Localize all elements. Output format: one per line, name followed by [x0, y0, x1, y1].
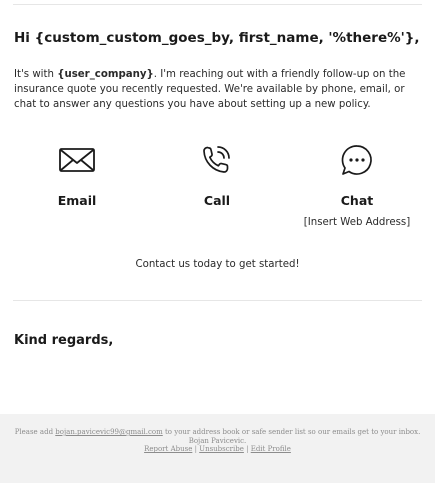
- top-divider: [13, 4, 422, 5]
- chat-web-address: [Insert Web Address]: [303, 217, 411, 228]
- call-label[interactable]: Call: [203, 193, 231, 208]
- intro-paragraph: [14, 67, 424, 112]
- phone-icon[interactable]: [157, 143, 277, 177]
- intro-text-start: It's with: [14, 69, 58, 80]
- link-separator: |: [192, 445, 200, 453]
- email-label[interactable]: Email: [57, 193, 97, 208]
- company-placeholder: {user_company}: [57, 69, 154, 80]
- footer-suffix: to your address book or safe sender list so our emails get to your inbox. Bojan Pavicevic.: [162, 428, 421, 445]
- unsubscribe-link[interactable]: Unsubscribe: [199, 445, 244, 453]
- signoff: Kind regards,: [14, 333, 114, 348]
- sender-email-link[interactable]: bojan.pavicevic99@gmail.com: [55, 428, 163, 436]
- footer-links: [8, 445, 427, 454]
- report-abuse-link[interactable]: Report Abuse: [144, 445, 193, 453]
- footer: [0, 414, 435, 483]
- envelope-icon[interactable]: [17, 143, 137, 177]
- call-to-action: Contact us today to get started!: [135, 259, 300, 270]
- edit-profile-link[interactable]: Edit Profile: [250, 445, 291, 453]
- greeting-heading: Hi {custom_custom_goes_by, first_name, '%there%'},: [14, 30, 420, 46]
- contact-email[interactable]: [17, 143, 137, 208]
- footer-notice: [8, 428, 427, 454]
- intro-text-rest: . I'm reaching out with a friendly follow-up on the insurance quote you recently requested. We're available by phone, email, or chat to answer any questions you have about setting up a new policy.: [14, 69, 406, 110]
- contact-chat[interactable]: [297, 143, 417, 228]
- contact-call[interactable]: [157, 143, 277, 208]
- chat-label[interactable]: Chat: [340, 193, 374, 208]
- chat-bubble-icon[interactable]: [297, 143, 417, 177]
- footer-prefix: Please add: [14, 428, 56, 436]
- link-separator: |: [243, 445, 251, 453]
- section-divider: [13, 300, 422, 301]
